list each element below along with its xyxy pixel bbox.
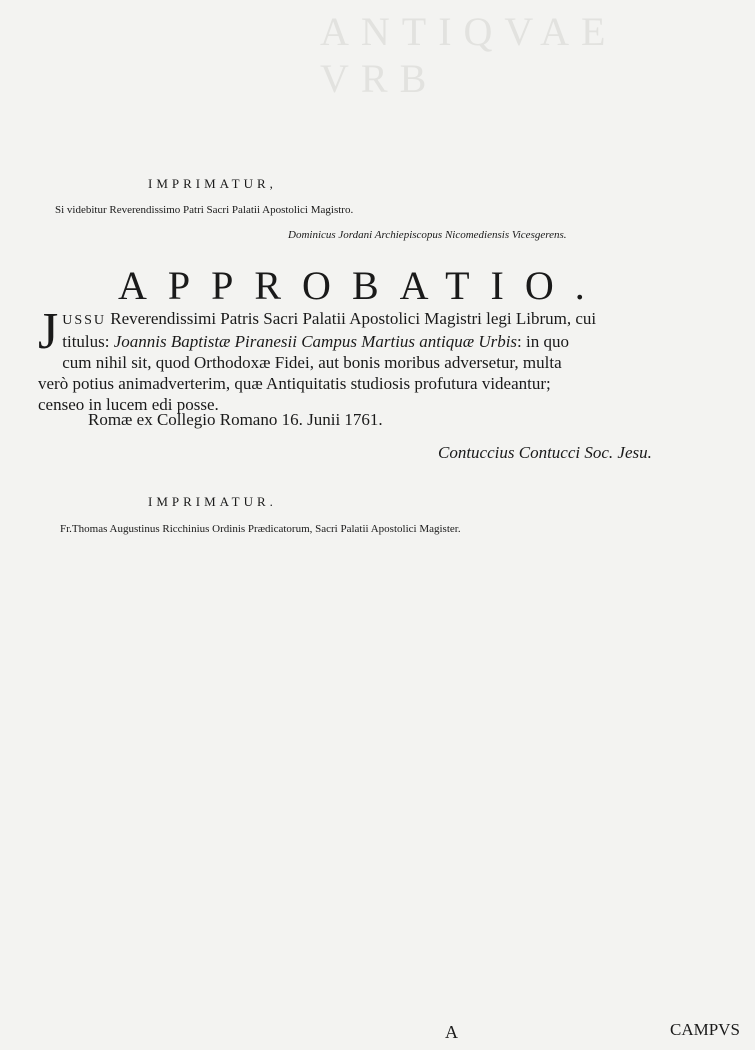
thomas-line: Fr.Thomas Augustinus Ricchinius Ordinis Prædicatorum, Sacri Palatii Apostolici Magister. xyxy=(60,523,461,535)
dominicus-line: Dominicus Jordani Archiepiscopus Nicomediensis Vicesgerens. xyxy=(288,229,567,241)
approbatio-body xyxy=(38,303,710,415)
body-line-1-rest: Reverendissimi Patris Sacri Palatii Apostolici Magistri legi Librum, cui xyxy=(106,309,597,328)
body-line-3: cum nihil sit, quod Orthodoxæ Fidei, aut bonis moribus adversetur, multa xyxy=(62,353,562,372)
videbitur-line: Si videbitur Reverendissimo Patri Sacri Palatii Apostolici Magistro. xyxy=(55,204,354,216)
signature: Contuccius Contucci Soc. Jesu. xyxy=(438,443,652,462)
body-line-5: censeo in lucem edi posse. xyxy=(38,395,219,414)
body-line-4: verò potius animadverterim, quæ Antiquitatis studiosis profutura videantur; xyxy=(38,374,551,393)
imprimatur-heading-2: IMPRIMATUR. xyxy=(148,494,277,509)
body-line-2-prefix: titulus: xyxy=(62,332,114,351)
body-line-1 xyxy=(38,308,710,331)
ghost-header: ANTIQVAE VRB xyxy=(320,9,618,101)
body-line-2-suffix: : in quo xyxy=(517,332,569,351)
first-word: USSU xyxy=(62,313,107,328)
imprimatur-heading-1: IMPRIMATUR, xyxy=(148,176,277,191)
body-line-2 xyxy=(38,331,710,352)
signature-mark: A xyxy=(445,1022,458,1042)
roma-date-line: Romæ ex Collegio Romano 16. Junii 1761. xyxy=(88,410,383,429)
approbatio-title: APPROBATIO. xyxy=(118,263,606,308)
catchword: CAMPVS xyxy=(670,1020,740,1039)
drop-cap: J xyxy=(38,303,59,360)
book-title: Joannis Baptistæ Piranesii Campus Martius antiquæ Urbis xyxy=(113,332,518,351)
